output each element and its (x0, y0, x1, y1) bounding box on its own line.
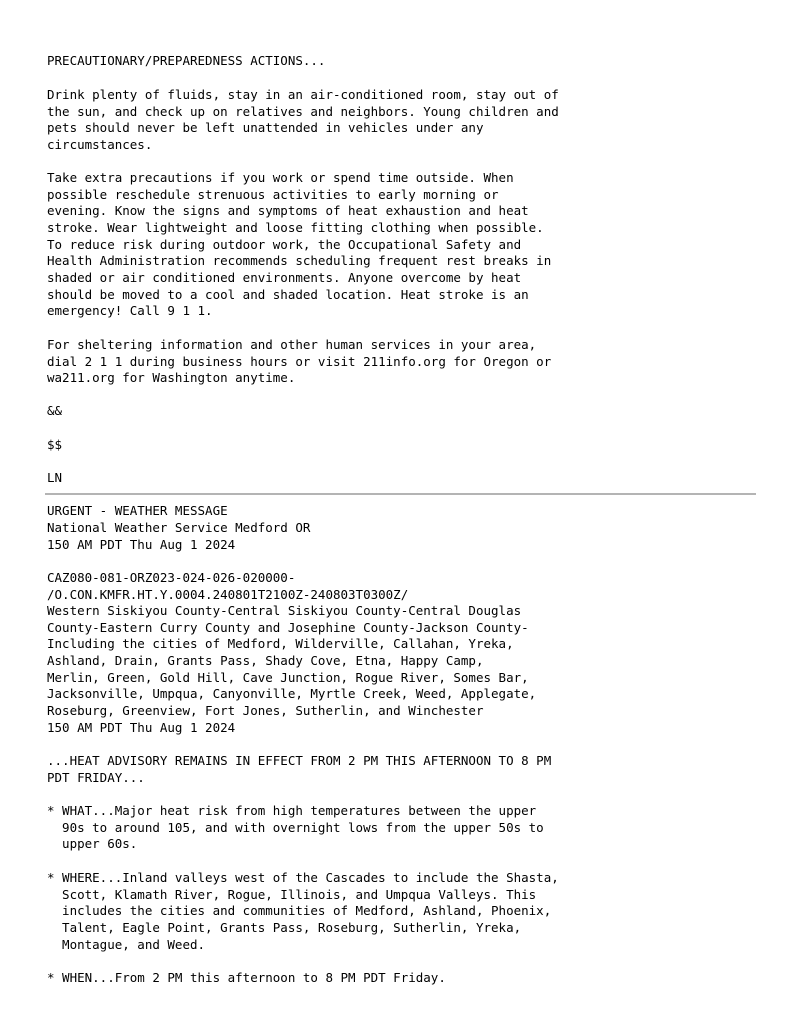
sheltering-paragraph: For sheltering information and other human services in your area, dial 2 1 1 during business hours or visit 211info.org for Oregon or wa211.org for Washington anytime. (47, 337, 552, 386)
fluids-paragraph: Drink plenty of fluids, stay in an air-conditioned room, stay out of the sun, and check up on relatives and neighbors. Young children and pets should never be left unattended in vehicles under any circumstances. (47, 87, 559, 153)
affected-zones: Western Siskiyou County-Central Siskiyou County-Central Douglas County-Eastern Curry County and Josephine County-Jackson County- Including the cities of Medford, Wilderville, Callahan, Yreka, Ashland, Drain, Grants Pass, Shady Cove, Etna, Happy Camp, Merlin, Green, Gold Hill, Cave Junction, Rogue River, Somes Bar, Jacksonville, Umpqua, Canyonville, Myrtle Creek, Weed, Applegate, Roseburg, Greenview, Fort Jones, Sutherlin, and Winchester (47, 603, 537, 719)
where-bullet: * WHERE...Inland valleys west of the Cascades to include the Shasta, Scott, Klamath River, Rogue, Illinois, and Umpqua Valleys. This includes the cities and communities of Medford, Ashland, Phoenix, Talent, Eagle Point, Grants Pass, Roseburg, Sutherlin, Yreka, Montague, and Weed. (47, 870, 559, 952)
ugc-code: CAZ080-081-ORZ023-024-026-020000- (47, 570, 296, 585)
end-marker-dollar: $$ (47, 437, 63, 452)
when-bullet: * WHEN...From 2 PM this afternoon to 8 PM PDT Friday. (47, 970, 446, 985)
issuing-office: National Weather Service Medford OR (47, 520, 311, 535)
vtec-code: /O.CON.KMFR.HT.Y.0004.240801T2100Z-240803T0300Z/ (47, 587, 409, 602)
advisory-headline: ...HEAT ADVISORY REMAINS IN EFFECT FROM 2 PM THIS AFTERNOON TO 8 PM PDT FRIDAY... (47, 753, 552, 785)
product-divider (45, 493, 756, 495)
issued-time: 150 AM PDT Thu Aug 1 2024 (47, 537, 236, 552)
precautionary-heading: PRECAUTIONARY/PREPAREDNESS ACTIONS... (47, 53, 326, 68)
message-title: URGENT - WEATHER MESSAGE (47, 503, 228, 518)
what-bullet: * WHAT...Major heat risk from high temperatures between the upper 90s to around 105, and with overnight lows from the upper 50s to upper 60s. (47, 803, 544, 852)
outdoor-precautions-paragraph: Take extra precautions if you work or spend time outside. When possible reschedule strenuous activities to early morning or evening. Know the signs and symptoms of heat exhaustion and heat stroke. Wear lightweight and loose fitting clothing when possible. To reduce risk during outdoor work, the Occupational Safety and Health Administration recommends scheduling frequent rest breaks in shaded or air conditioned environments. Anyone overcome by heat should be moved to a cool and shaded location. Heat stroke is an emergency! Call 9 1 1. (47, 170, 552, 319)
forecaster-id: LN (47, 470, 63, 485)
end-marker-ampersand: && (47, 403, 63, 418)
zones-issued-time: 150 AM PDT Thu Aug 1 2024 (47, 720, 236, 735)
